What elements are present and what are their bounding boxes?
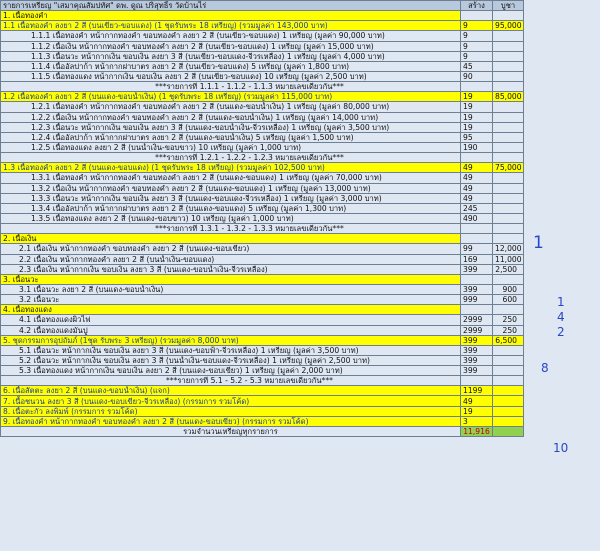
row-made-count: 19	[461, 92, 493, 102]
annotation-mark-5: 8	[541, 361, 549, 375]
table-row	[1, 426, 524, 436]
row-price	[493, 112, 524, 122]
row-description: 1.1 เนื้อทองคำ ลงยา 2 สี (บนเขียว-ขอบแดง) (1 ชุดรับพระ 18 เหรียญ) (รวมมูลค่า 143,000 บาท)	[1, 21, 461, 31]
row-price	[493, 193, 524, 203]
row-price: 250	[493, 325, 524, 335]
row-made-count	[461, 274, 493, 284]
row-description: รวมจำนวนเหรียญทุกรายการ	[1, 426, 461, 436]
row-made-count: 99	[461, 244, 493, 254]
row-description: 1.3.5 เนื้อทองแดง ลงยา 2 สี (บนแดง-ขอบขาว) 10 เหรียญ (มูลค่า 1,000 บาท)	[1, 213, 461, 223]
row-price	[493, 31, 524, 41]
table-row	[1, 244, 524, 254]
row-made-count: 399	[461, 366, 493, 376]
row-price	[493, 142, 524, 152]
row-price	[493, 51, 524, 61]
row-made-count: 3	[461, 416, 493, 426]
annotation-mark-2: 1	[557, 295, 565, 309]
row-made-count: 45	[461, 61, 493, 71]
row-made-count: 19	[461, 406, 493, 416]
row-description: 2.2 เนื้อเงิน หน้ากากทองคำ ลงยา 2 สี (บนน้ำเงิน-ขอบแดง)	[1, 254, 461, 264]
row-price: 12,000	[493, 244, 524, 254]
row-made-count	[461, 305, 493, 315]
table-row	[1, 366, 524, 376]
row-description: ***รายการที่ 1.2.1 - 1.2.2 - 1.2.3 หมายเลขเดียวกัน***	[1, 153, 461, 163]
row-price	[493, 305, 524, 315]
row-description: 6. เนื้อสัตตะ ลงยา 2 สี (บนแดง-ขอบน้ำเงิน) (แจก)	[1, 386, 461, 396]
table-row	[1, 173, 524, 183]
row-made-count: 169	[461, 254, 493, 264]
row-price	[493, 234, 524, 244]
row-made-count: 95	[461, 132, 493, 142]
row-price: 11,000	[493, 254, 524, 264]
table-row	[1, 31, 524, 41]
table-row	[1, 376, 524, 386]
row-price	[493, 426, 524, 436]
table-row	[1, 213, 524, 223]
row-description: 5.3 เนื้อทองแดง หน้ากากเงิน ขอบเงิน ลงยา 2 สี (บนแดง-ขอบเขียว) 1 เหรียญ (มูลค่า 2,000 บาท)	[1, 366, 461, 376]
row-price	[493, 213, 524, 223]
row-price	[493, 224, 524, 234]
annotation-mark-3: 4	[557, 310, 565, 324]
row-price	[493, 61, 524, 71]
table-row	[1, 71, 524, 81]
row-description: 1.2.5 เนื้อทองแดง ลงยา 2 สี (บนน้ำเงิน-ขอบขาว) 10 เหรียญ (มูลค่า 1,000 บาท)	[1, 142, 461, 152]
row-price	[493, 366, 524, 376]
row-made-count: 90	[461, 71, 493, 81]
header-title: รายการเหรียญ "เสมาคุณสัมปทัศ" ดพ. ดูณ ปริสุทธิ์ร วัดบ้านไร่	[1, 1, 461, 11]
row-price	[493, 386, 524, 396]
row-price	[493, 173, 524, 183]
table-row	[1, 224, 524, 234]
row-price	[493, 11, 524, 21]
table-row	[1, 254, 524, 264]
row-made-count: 490	[461, 213, 493, 223]
table-row	[1, 102, 524, 112]
row-made-count: 399	[461, 355, 493, 365]
row-description: 1.3.2 เนื้อเงิน หน้ากากทองคำ ขอบทองคำ ลงยา 2 สี (บนแดง-ขอบแดง) 1 เหรียญ (มูลค่า 13,000 บาท)	[1, 183, 461, 193]
table-row	[1, 41, 524, 51]
table-row	[1, 203, 524, 213]
row-made-count: 999	[461, 295, 493, 305]
table-row	[1, 274, 524, 284]
row-description: 3. เนื้อนวะ	[1, 274, 461, 284]
table-row	[1, 122, 524, 132]
row-description: 5. ชุดกรรมการอุปถัมภ์ (1ชุด รับพระ 3 เหรียญ) (รวมมูลค่า 8,000 บาท)	[1, 335, 461, 345]
table-row	[1, 416, 524, 426]
row-description: 3.1 เนื้อนวะ ลงยา 2 สี (บนแดง-ขอบน้ำเงิน)	[1, 284, 461, 294]
row-made-count: 1199	[461, 386, 493, 396]
row-description: 1.1.4 เนื้ออัลปาก้า หน้ากากฝาบาตร ลงยา 2 สี (บนเขียว-ขอบแดง) 5 เหรียญ (มูลค่า 1,800 บาท)	[1, 61, 461, 71]
row-price	[493, 183, 524, 193]
table-row	[1, 132, 524, 142]
row-made-count: 11,916	[461, 426, 493, 436]
row-description: 3.2 เนื้อนวะ	[1, 295, 461, 305]
row-price	[493, 345, 524, 355]
table-row	[1, 315, 524, 325]
row-description: 2.1 เนื้อเงิน หน้ากากทองคำ ขอบทองคำ ลงยา 2 สี (บนแดง-ขอบเขียว)	[1, 244, 461, 254]
row-price	[493, 71, 524, 81]
row-price	[493, 203, 524, 213]
row-made-count: 19	[461, 122, 493, 132]
table-row	[1, 51, 524, 61]
table-row	[1, 153, 524, 163]
header-row	[1, 1, 524, 11]
row-price	[493, 396, 524, 406]
row-made-count	[461, 153, 493, 163]
row-made-count: 9	[461, 31, 493, 41]
annotation-mark-4: 2	[557, 325, 565, 339]
row-price: 85,000	[493, 92, 524, 102]
row-made-count: 399	[461, 264, 493, 274]
row-price	[493, 274, 524, 284]
row-price	[493, 132, 524, 142]
header-made: สร้าง	[461, 1, 493, 11]
row-description: 2.3 เนื้อเงิน หน้ากากเงิน ขอบเงิน ลงยา 3 สี (บนแดง-ขอบน้ำเงิน-จีวรเหลือง)	[1, 264, 461, 274]
row-price	[493, 102, 524, 112]
row-price	[493, 406, 524, 416]
row-description: 4. เนื้อทองแดง	[1, 305, 461, 315]
row-made-count: 9	[461, 51, 493, 61]
row-description: 1.2 เนื้อทองคำ ลงยา 2 สี (บนแดง-ขอบน้ำเงิน) (1 ชุดรับพระ 18 เหรียญ) (รวมมูลค่า 115,000 บาท)	[1, 92, 461, 102]
row-price	[493, 153, 524, 163]
row-description: 1. เนื้อทองคำ	[1, 11, 461, 21]
row-made-count: 2999	[461, 325, 493, 335]
row-description: 1.2.3 เนื้อนวะ หน้ากากเงิน ขอบเงิน ลงยา 3 สี (บนแดง-ขอบน้ำเงิน-จีวรเหลือง) 1 เหรียญ (มูลค่า 3,500 บาท)	[1, 122, 461, 132]
table-row	[1, 193, 524, 203]
row-price: 75,000	[493, 163, 524, 173]
header-price: บูชา	[493, 1, 524, 11]
row-description: 4.2 เนื้อทองแดงมันปู	[1, 325, 461, 335]
row-made-count	[461, 376, 493, 386]
row-price: 250	[493, 315, 524, 325]
row-price	[493, 416, 524, 426]
table-row	[1, 61, 524, 71]
row-made-count: 399	[461, 335, 493, 345]
table-row	[1, 183, 524, 193]
table-row	[1, 406, 524, 416]
row-description: 1.3.3 เนื้อนวะ หน้ากากเงิน ขอบเงิน ลงยา 3 สี (บนแดง-ขอบแดง-จีวรเหลือง) 1 เหรียญ (มูลค่า 3,000 บาท)	[1, 193, 461, 203]
table-row	[1, 335, 524, 345]
row-made-count: 49	[461, 163, 493, 173]
row-description: 1.1.5 เนื้อทองแดง หน้ากากเงิน ขอบเงิน ลงยา 2 สี (บนเขียว-ขอบแดง) 10 เหรียญ (มูลค่า 2,500 บาท)	[1, 71, 461, 81]
table-row	[1, 82, 524, 92]
row-description: 1.3 เนื้อทองคำ ลงยา 2 สี (บนแดง-ขอบแดง) (1 ชุดรับพระ 18 เหรียญ) (รวมมูลค่า 102,500 บาท)	[1, 163, 461, 173]
table-row	[1, 92, 524, 102]
row-description: 1.3.4 เนื้ออัลปาก้า หน้ากากฝาบาตร ลงยา 2 สี (บนแดง-ขอบแดง) 5 เหรียญ (มูลค่า 1,300 บาท)	[1, 203, 461, 213]
row-description: 9. เนื้อทองคำ หน้ากากทองคำ ขอบทองคำ ลงยา 2 สี (บนแดง-ขอบเขียว) (กรรมการ รวมโค้ด)	[1, 416, 461, 426]
row-description: 1.2.2 เนื้อเงิน หน้ากากทองคำ ขอบทองคำ ลงยา 2 สี (บนแดง-ขอบน้ำเงิน) 1 เหรียญ (มูลค่า 14,000 บาท)	[1, 112, 461, 122]
row-description: ***รายการที่ 1.1.1 - 1.1.2 - 1.1.3 หมายเลขเดียวกัน***	[1, 82, 461, 92]
table-row	[1, 325, 524, 335]
table-row	[1, 386, 524, 396]
row-description: 4.1 เนื้อทองแดงผิวไฟ	[1, 315, 461, 325]
row-made-count	[461, 11, 493, 21]
table-row	[1, 142, 524, 152]
row-made-count: 190	[461, 142, 493, 152]
row-description: 7. เนื้อชนวน ลงยา 3 สี (บนแดง-ขอบเขียว-จีวรเหลือง) (กรรมการ รวมโค้ด)	[1, 396, 461, 406]
row-price	[493, 376, 524, 386]
table-row	[1, 345, 524, 355]
row-price	[493, 41, 524, 51]
row-price: 2,500	[493, 264, 524, 274]
table-row	[1, 284, 524, 294]
row-made-count: 245	[461, 203, 493, 213]
row-made-count: 19	[461, 102, 493, 112]
row-description: 1.3.1 เนื้อทองคำ หน้ากากทองคำ ขอบทองคำ ลงยา 2 สี (บนแดง-ขอบแดง) 1 เหรียญ (มูลค่า 70,000 บาท)	[1, 173, 461, 183]
row-price: 900	[493, 284, 524, 294]
row-made-count: 9	[461, 41, 493, 51]
row-description: 1.1.2 เนื้อเงิน หน้ากากทองคำ ขอบทองคำ ลงยา 2 สี (บนเขียว-ขอบแดง) 1 เหรียญ (มูลค่า 15,000 บาท)	[1, 41, 461, 51]
row-price	[493, 122, 524, 132]
row-price: 6,500	[493, 335, 524, 345]
annotation-mark-6: 10	[553, 441, 569, 455]
table-row	[1, 163, 524, 173]
row-made-count: 2999	[461, 315, 493, 325]
row-made-count: 49	[461, 396, 493, 406]
table-row	[1, 234, 524, 244]
table-row	[1, 355, 524, 365]
table-row	[1, 112, 524, 122]
row-description: ***รายการที่ 1.3.1 - 1.3.2 - 1.3.3 หมายเลขเดียวกัน***	[1, 224, 461, 234]
row-price	[493, 82, 524, 92]
row-description: ***รายการที่ 5.1 - 5.2 - 5.3 หมายเลขเดียวกัน***	[1, 376, 461, 386]
row-description: 1.2.4 เนื้ออัลปาก้า หน้ากากฝาบาตร ลงยา 2 สี (บนแดง-ขอบน้ำเงิน) 5 เหรียญ (มูลค่า 1,500 บาท)	[1, 132, 461, 142]
row-made-count: 49	[461, 183, 493, 193]
row-made-count: 49	[461, 173, 493, 183]
row-price	[493, 355, 524, 365]
row-made-count: 19	[461, 112, 493, 122]
row-description: 1.1.3 เนื้อนวะ หน้ากากเงิน ขอบเงิน ลงยา 3 สี (บนเขียว-ขอบแดง-จีวรเหลือง) 1 เหรียญ (มูลค่า 4,000 บาท)	[1, 51, 461, 61]
row-description: 1.1.1 เนื้อทองคำ หน้ากากทองคำ ขอบทองคำ ลงยา 2 สี (บนเขียว-ขอบแดง) 1 เหรียญ (มูลค่า 90,000 บาท)	[1, 31, 461, 41]
table-row	[1, 295, 524, 305]
row-made-count	[461, 82, 493, 92]
row-description: 2. เนื้อเงิน	[1, 234, 461, 244]
table-row	[1, 396, 524, 406]
row-description: 5.2 เนื้อนวะ หน้ากากเงิน ขอบเงิน ลงยา 3 สี (บนน้ำเงิน-ขอบแดง-จีวรเหลือง) 1 เหรียญ (มูลค่า 2,500 บาท)	[1, 355, 461, 365]
row-made-count: 399	[461, 284, 493, 294]
row-made-count	[461, 224, 493, 234]
row-description: 1.2.1 เนื้อทองคำ หน้ากากทองคำ ขอบทองคำ ลงยา 2 สี (บนแดง-ขอบน้ำเงิน) 1 เหรียญ (มูลค่า 80,000 บาท)	[1, 102, 461, 112]
table-row	[1, 21, 524, 31]
annotation-mark-1: 1	[533, 233, 544, 253]
row-description: 8. เนื้อตะกั่ว ลงพิมพ์ (กรรมการ รวมโค้ด)	[1, 406, 461, 416]
row-made-count: 399	[461, 345, 493, 355]
table-row	[1, 11, 524, 21]
row-made-count: 49	[461, 193, 493, 203]
row-made-count: 9	[461, 21, 493, 31]
row-price: 600	[493, 295, 524, 305]
row-description: 5.1 เนื้อนวะ หน้ากากเงิน ขอบเงิน ลงยา 3 สี (บนแดง-ขอบฟ้า-จีวรเหลือง) 1 เหรียญ (มูลค่า 3,500 บาท)	[1, 345, 461, 355]
row-price: 95,000	[493, 21, 524, 31]
table-row	[1, 305, 524, 315]
row-made-count	[461, 234, 493, 244]
table-row	[1, 264, 524, 274]
